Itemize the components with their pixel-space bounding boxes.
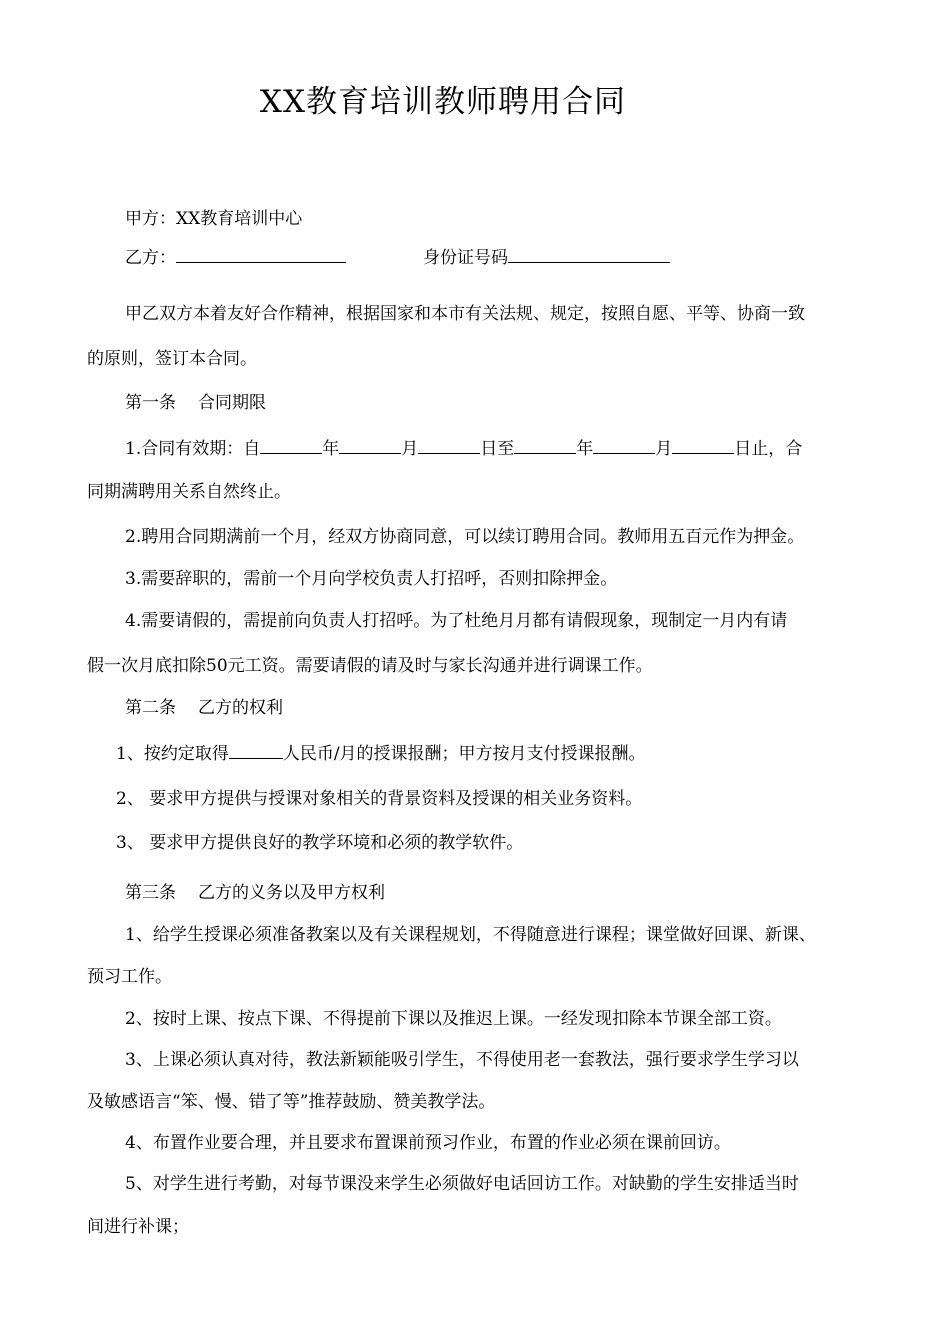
article-1-number: 第一条 [125,393,176,413]
month-label: 月 [401,439,419,459]
monthly-pay-blank[interactable] [229,741,283,759]
article-2-heading [125,696,283,720]
party-b-name-blank[interactable] [176,245,346,263]
article-2-item-2: 2、 要求甲方提供与授课对象相关的背景资料及授课的相关业务资料。 [116,789,643,809]
party-b-line [125,245,346,270]
article-3-item-1-line-1: 1、给学生授课必须准备教案以及有关课程规划，不得随意进行课程；课堂做好回课、新课、 [125,925,816,945]
end-year-blank[interactable] [514,436,576,454]
party-a-value: XX教育培训中心 [176,209,303,229]
preamble-line-2: 的原则，签订本合同。 [87,349,257,369]
document-title: XX教育培训教师聘用合同 [259,84,627,120]
day-end-label: 日止，合 [734,439,803,459]
party-b-label: 乙方： [125,248,176,268]
article-1-title: 合同期限 [198,393,266,413]
article-2-title: 乙方的权利 [198,698,283,718]
id-number-line [423,245,670,270]
article-2-number: 第二条 [125,698,176,718]
article-3-item-5-line-1: 5、对学生进行考勤，对每节课没来学生必须做好电话回访工作。对缺勤的学生安排适当时 [125,1174,799,1194]
article-3-item-4: 4、布置作业要合理，并且要求布置课前预习作业，布置的作业必须在课前回访。 [125,1133,731,1153]
article-1-item-2: 2.聘用合同期满前一个月，经双方协商同意，可以续订聘用合同。教师用五百元作为押金。 [125,527,805,547]
article-3-number: 第三条 [125,883,176,903]
article-1-heading [125,391,266,415]
article-3-item-5-line-2: 间进行补课； [87,1217,189,1237]
day-to-label: 日至 [480,439,515,459]
month-label: 月 [655,439,673,459]
start-year-blank[interactable] [260,436,322,454]
start-day-blank[interactable] [418,436,480,454]
article-3-item-2: 2、按时上课、按点下课、不得提前下课以及推迟上课。一经发现扣除本节课全部工资。 [125,1009,782,1029]
term-prefix: 1.合同有效期：自 [125,439,261,459]
end-month-blank[interactable] [593,436,655,454]
article-3-heading [125,881,385,905]
article-3-item-3-line-1: 3、上课必须认真对待，教法新颖能吸引学生，不得使用老一套教法，强行要求学生学习以 [125,1050,799,1070]
party-a-line [125,207,302,231]
pay-suffix: 人民币/月的授课报酬；甲方按月支付授课报酬。 [282,744,646,764]
article-1-item-1-line-1 [125,436,802,461]
article-3-item-1-line-2: 预习工作。 [87,967,172,987]
article-3-item-3-line-2: 及敏感语言“笨、慢、错了等”推荐鼓励、赞美教学法。 [87,1092,496,1112]
year-label: 年 [322,439,340,459]
start-month-blank[interactable] [339,436,401,454]
article-2-item-1 [116,741,646,766]
article-1-item-3: 3.需要辞职的，需前一个月向学校负责人打招呼，否则扣除押金。 [125,569,618,589]
party-a-label: 甲方： [125,209,176,229]
id-number-label: 身份证号码 [423,248,508,268]
year-label: 年 [576,439,594,459]
preamble-line-1: 甲乙双方本着友好合作精神，根据国家和本市有关法规、规定，按照自愿、平等、协商一致 [125,304,805,324]
article-1-item-4-line-2: 假一次月底扣除50元工资。需要请假的请及时与家长沟通并进行调课工作。 [87,656,653,676]
article-3-title: 乙方的义务以及甲方权利 [198,883,385,903]
article-2-item-3: 3、 要求甲方提供良好的教学环境和必须的教学软件。 [116,833,524,853]
pay-prefix: 1、按约定取得 [116,744,229,764]
end-day-blank[interactable] [672,436,734,454]
article-1-item-1-line-2: 同期满聘用关系自然终止。 [87,482,291,502]
id-number-blank[interactable] [508,245,670,263]
article-1-item-4-line-1: 4.需要请假的，需提前向负责人打招呼。为了杜绝月月都有请假现象，现制定一月内有请 [125,611,788,631]
